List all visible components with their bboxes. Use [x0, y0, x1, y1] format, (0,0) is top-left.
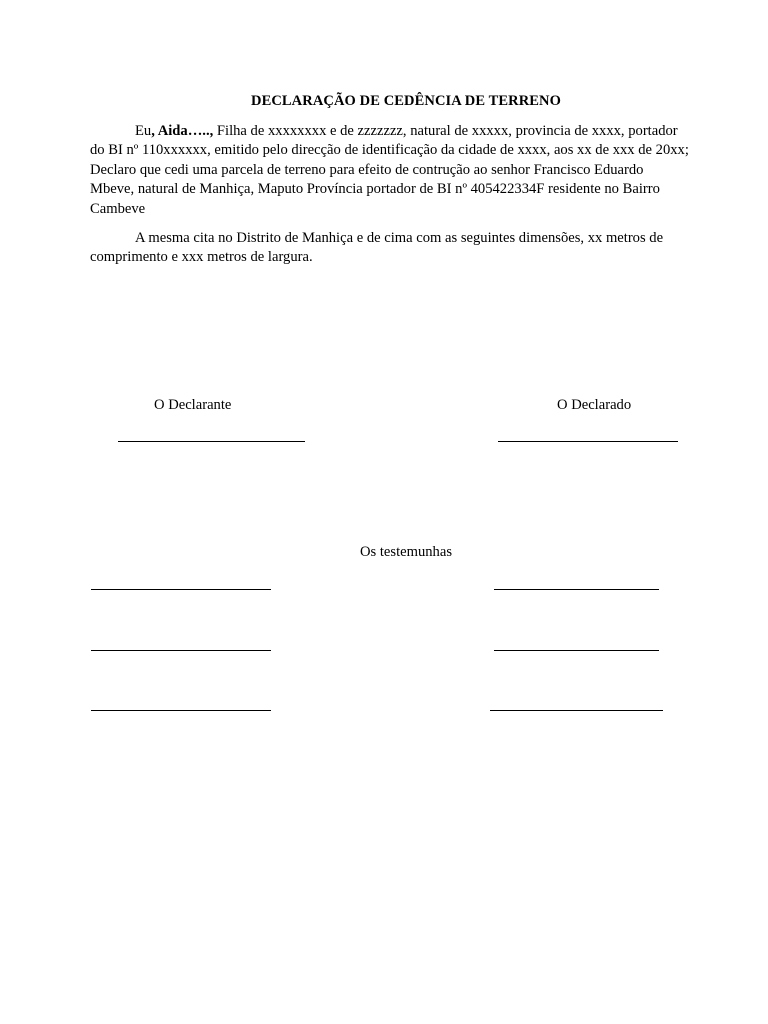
- witness-signature-line: [490, 710, 663, 711]
- witness-signature-line: [494, 589, 659, 590]
- witness-signature-line: [494, 650, 659, 651]
- paragraph-intro: Eu: [135, 123, 152, 139]
- declarant-signature-line: [118, 441, 305, 442]
- paragraph-body: Filha de xxxxxxxx e de zzzzzzz, natural de xxxxx, provincia de xxxx, portador do BI nº 110xxxxxx, emitido pelo direcção de identificação da cidade de xxxx, aos xx de xxx de 20xx; Declaro que cedi uma parcela de terreno para efeito de contrução ao senhor Francisco Eduardo Mbeve, natural de Manhiça, Maputo Província portador de BI nº 405422334F residente no Bairro Cambeve: [90, 123, 689, 217]
- declaration-paragraph: [90, 122, 690, 219]
- witness-signature-line: [91, 710, 271, 711]
- document-title: DECLARAÇÃO DE CEDÊNCIA DE TERRENO: [251, 93, 561, 109]
- witness-signature-line: [91, 589, 271, 590]
- land-location-paragraph: A mesma cita no Distrito de Manhiça e de cima com as seguintes dimensões, xx metros de comprimento e xxx metros de largura.: [90, 230, 664, 266]
- declared-label: O Declarado: [557, 397, 632, 413]
- declared-signature-line: [498, 441, 678, 442]
- declarant-label: O Declarante: [154, 397, 232, 413]
- witnesses-title: Os testemunhas: [359, 544, 452, 560]
- declarant-name: , Aida…..,: [151, 123, 214, 139]
- witness-signature-line: [91, 650, 271, 651]
